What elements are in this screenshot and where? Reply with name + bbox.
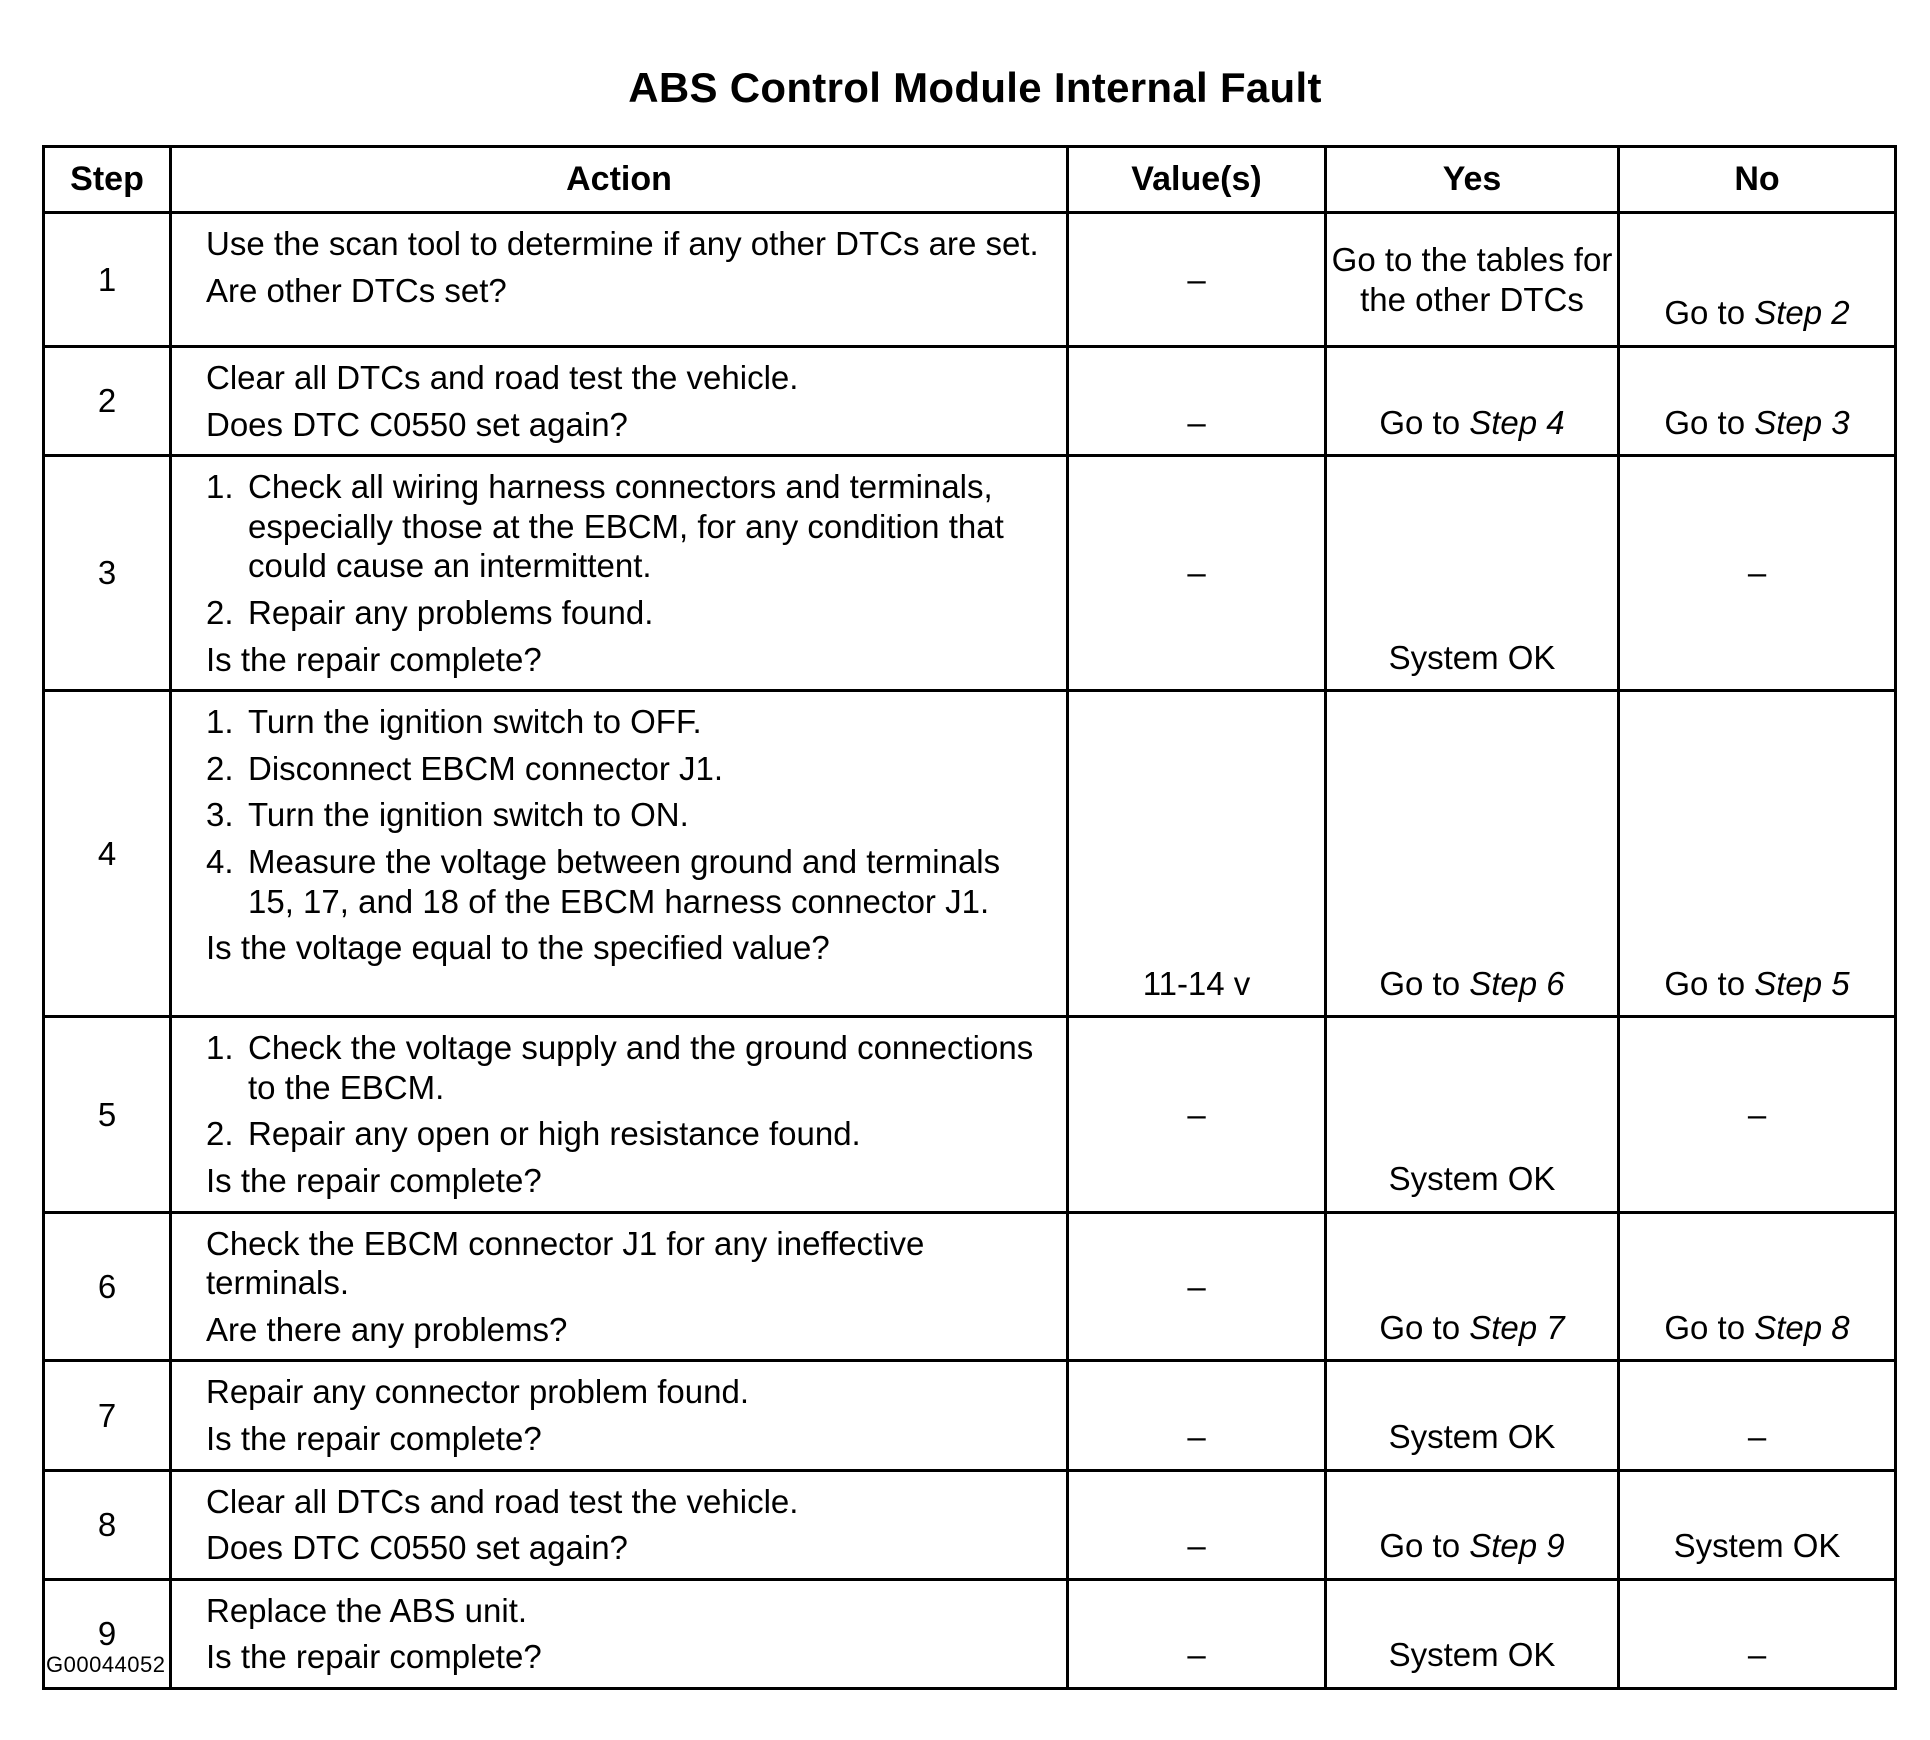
action-text: Clear all DTCs and road test the vehicle. — [206, 359, 799, 396]
action-step-item — [206, 1114, 1052, 1154]
no-cell — [1619, 1361, 1896, 1470]
header-row — [44, 147, 1896, 213]
action-text: Clear all DTCs and road test the vehicle. — [206, 1482, 799, 1520]
action-cell — [171, 213, 1068, 347]
goto-prefix: Go to — [1664, 403, 1755, 441]
action-question: Is the repair complete? — [206, 640, 542, 678]
action-question: Does DTC C0550 set again? — [206, 1529, 628, 1567]
no-cell-text: – — [1747, 1636, 1767, 1674]
step-number: 3 — [44, 456, 171, 691]
action-question: Is the voltage equal to the specified value? — [206, 929, 830, 967]
action-step-text: Check the voltage supply and the ground connections to the EBCM. — [248, 1029, 1034, 1106]
value-cell: – — [1068, 1579, 1326, 1688]
step-reference-link[interactable]: Step 3 — [1754, 403, 1850, 441]
value-cell: – — [1068, 456, 1326, 691]
action-step-number: 1. — [206, 1029, 234, 1067]
yes-cell — [1326, 1361, 1619, 1470]
action-step-text: Turn the ignition switch to ON. — [248, 796, 689, 834]
value-cell: 11-14 v — [1068, 691, 1326, 1017]
yes-cell — [1326, 456, 1619, 691]
action-step-number: 2. — [206, 593, 234, 631]
action-step-text: Repair any open or high resistance found. — [248, 1115, 861, 1153]
step-number: 6 — [44, 1212, 171, 1361]
goto-prefix: Go to — [1379, 1308, 1470, 1346]
action-question: Is the repair complete? — [206, 1419, 542, 1457]
yes-cell — [1326, 1212, 1619, 1361]
no-cell-text: System OK — [1673, 1527, 1841, 1565]
action-step-item — [206, 593, 1052, 633]
yes-cell — [1326, 1470, 1619, 1579]
action-step-text: Repair any problems found. — [248, 593, 654, 631]
step-reference-link[interactable]: Step 2 — [1754, 294, 1850, 332]
step-number: 9 — [44, 1579, 171, 1688]
step-reference-link[interactable]: Step 5 — [1754, 964, 1850, 1002]
action-step-text: Turn the ignition switch to OFF. — [248, 703, 702, 741]
action-step-item — [206, 749, 1052, 789]
action-step-text: Disconnect EBCM connector J1. — [248, 749, 724, 787]
action-question: Does DTC C0550 set again? — [206, 405, 628, 443]
table-row — [44, 213, 1896, 347]
action-step-number: 3. — [206, 796, 234, 834]
no-cell-text: – — [1747, 554, 1767, 592]
table-row — [44, 456, 1896, 691]
yes-cell — [1326, 213, 1619, 347]
yes-cell-text: System OK — [1388, 638, 1556, 676]
yes-cell — [1326, 1017, 1619, 1212]
table-row — [44, 691, 1896, 1017]
header-yes: Yes — [1326, 147, 1619, 213]
action-cell — [171, 1470, 1068, 1579]
step-number: 4 — [44, 691, 171, 1017]
action-question: Are there any problems? — [206, 1310, 568, 1348]
goto-prefix: Go to — [1379, 964, 1470, 1002]
action-step-item — [206, 702, 1052, 742]
step-number: 7 — [44, 1361, 171, 1470]
action-step-number: 1. — [206, 703, 234, 741]
no-cell — [1619, 1579, 1896, 1688]
step-reference-link[interactable]: Step 8 — [1754, 1308, 1850, 1346]
action-step-number: 4. — [206, 842, 234, 880]
action-text: Check the EBCM connector J1 for any ineffective terminals. — [206, 1224, 925, 1302]
action-question: Are other DTCs set? — [206, 271, 507, 309]
diagnostic-table — [42, 145, 1897, 1690]
table-body — [44, 213, 1896, 1689]
step-reference-link[interactable]: Step 6 — [1469, 964, 1565, 1002]
action-question: Is the repair complete? — [206, 1161, 542, 1199]
yes-cell-text: System OK — [1388, 1417, 1556, 1455]
step-number: 5 — [44, 1017, 171, 1212]
action-cell — [171, 456, 1068, 691]
no-cell — [1619, 213, 1896, 347]
action-step-number: 2. — [206, 749, 234, 787]
table-row — [44, 1017, 1896, 1212]
yes-cell — [1326, 691, 1619, 1017]
table-row — [44, 1361, 1896, 1470]
table-row — [44, 1470, 1896, 1579]
table-row — [44, 1579, 1896, 1688]
no-cell-text: – — [1747, 1417, 1767, 1455]
header-step: Step — [44, 147, 171, 213]
action-step-item — [206, 1028, 1052, 1107]
table-row — [44, 1212, 1896, 1361]
action-cell — [171, 1361, 1068, 1470]
action-step-number: 1. — [206, 468, 234, 506]
value-cell: – — [1068, 1017, 1326, 1212]
action-cell — [171, 1579, 1068, 1688]
table-row — [44, 347, 1896, 456]
value-cell: – — [1068, 213, 1326, 347]
step-reference-link[interactable]: Step 9 — [1469, 1527, 1565, 1565]
header-action: Action — [171, 147, 1068, 213]
action-step-item — [206, 467, 1052, 586]
value-cell: – — [1068, 1212, 1326, 1361]
goto-prefix: Go to — [1664, 964, 1755, 1002]
action-cell — [171, 1017, 1068, 1212]
goto-prefix: Go to — [1664, 1308, 1755, 1346]
action-cell — [171, 1212, 1068, 1361]
action-step-item — [206, 842, 1052, 921]
step-number: 2 — [44, 347, 171, 456]
action-text: Repair any connector problem found. — [206, 1373, 749, 1411]
step-number: 8 — [44, 1470, 171, 1579]
action-text: Replace the ABS unit. — [206, 1591, 528, 1629]
yes-cell-text: System OK — [1388, 1159, 1556, 1197]
no-cell-text: – — [1747, 1095, 1767, 1133]
goto-prefix: Go to — [1379, 1527, 1470, 1565]
header-value: Value(s) — [1068, 147, 1326, 213]
figure-code: G00044052 — [46, 1652, 166, 1677]
no-cell — [1619, 1017, 1896, 1212]
step-reference-link[interactable]: Step 7 — [1469, 1308, 1565, 1346]
yes-cell — [1326, 1579, 1619, 1688]
goto-prefix: Go to — [1379, 403, 1470, 441]
action-text: Use the scan tool to determine if any other DTCs are set. — [206, 225, 1039, 262]
action-question: Is the repair complete? — [206, 1638, 542, 1676]
goto-prefix: Go to — [1664, 294, 1755, 332]
action-cell — [171, 691, 1068, 1017]
header-no: No — [1619, 147, 1896, 213]
action-step-text: Measure the voltage between ground and terminals 15, 17, and 18 of the EBCM harness connector J1. — [248, 842, 1001, 920]
no-cell — [1619, 347, 1896, 456]
no-cell — [1619, 1212, 1896, 1361]
no-cell — [1619, 1470, 1896, 1579]
yes-cell-text: Go to the tables for the other DTCs — [1331, 240, 1613, 318]
value-cell: – — [1068, 1361, 1326, 1470]
step-reference-link[interactable]: Step 4 — [1469, 403, 1565, 441]
action-step-item — [206, 795, 1052, 835]
no-cell — [1619, 456, 1896, 691]
yes-cell — [1326, 347, 1619, 456]
action-cell — [171, 347, 1068, 456]
no-cell — [1619, 691, 1896, 1017]
action-step-text: Check all wiring harness connectors and terminals, especially those at the EBCM, for any condition that could cause an intermittent. — [248, 468, 1004, 585]
action-step-number: 2. — [206, 1115, 234, 1153]
page-title: ABS Control Module Internal Fault — [628, 64, 1322, 111]
yes-cell-text: System OK — [1388, 1636, 1556, 1674]
value-cell: – — [1068, 347, 1326, 456]
step-number: 1 — [44, 213, 171, 347]
value-cell: – — [1068, 1470, 1326, 1579]
